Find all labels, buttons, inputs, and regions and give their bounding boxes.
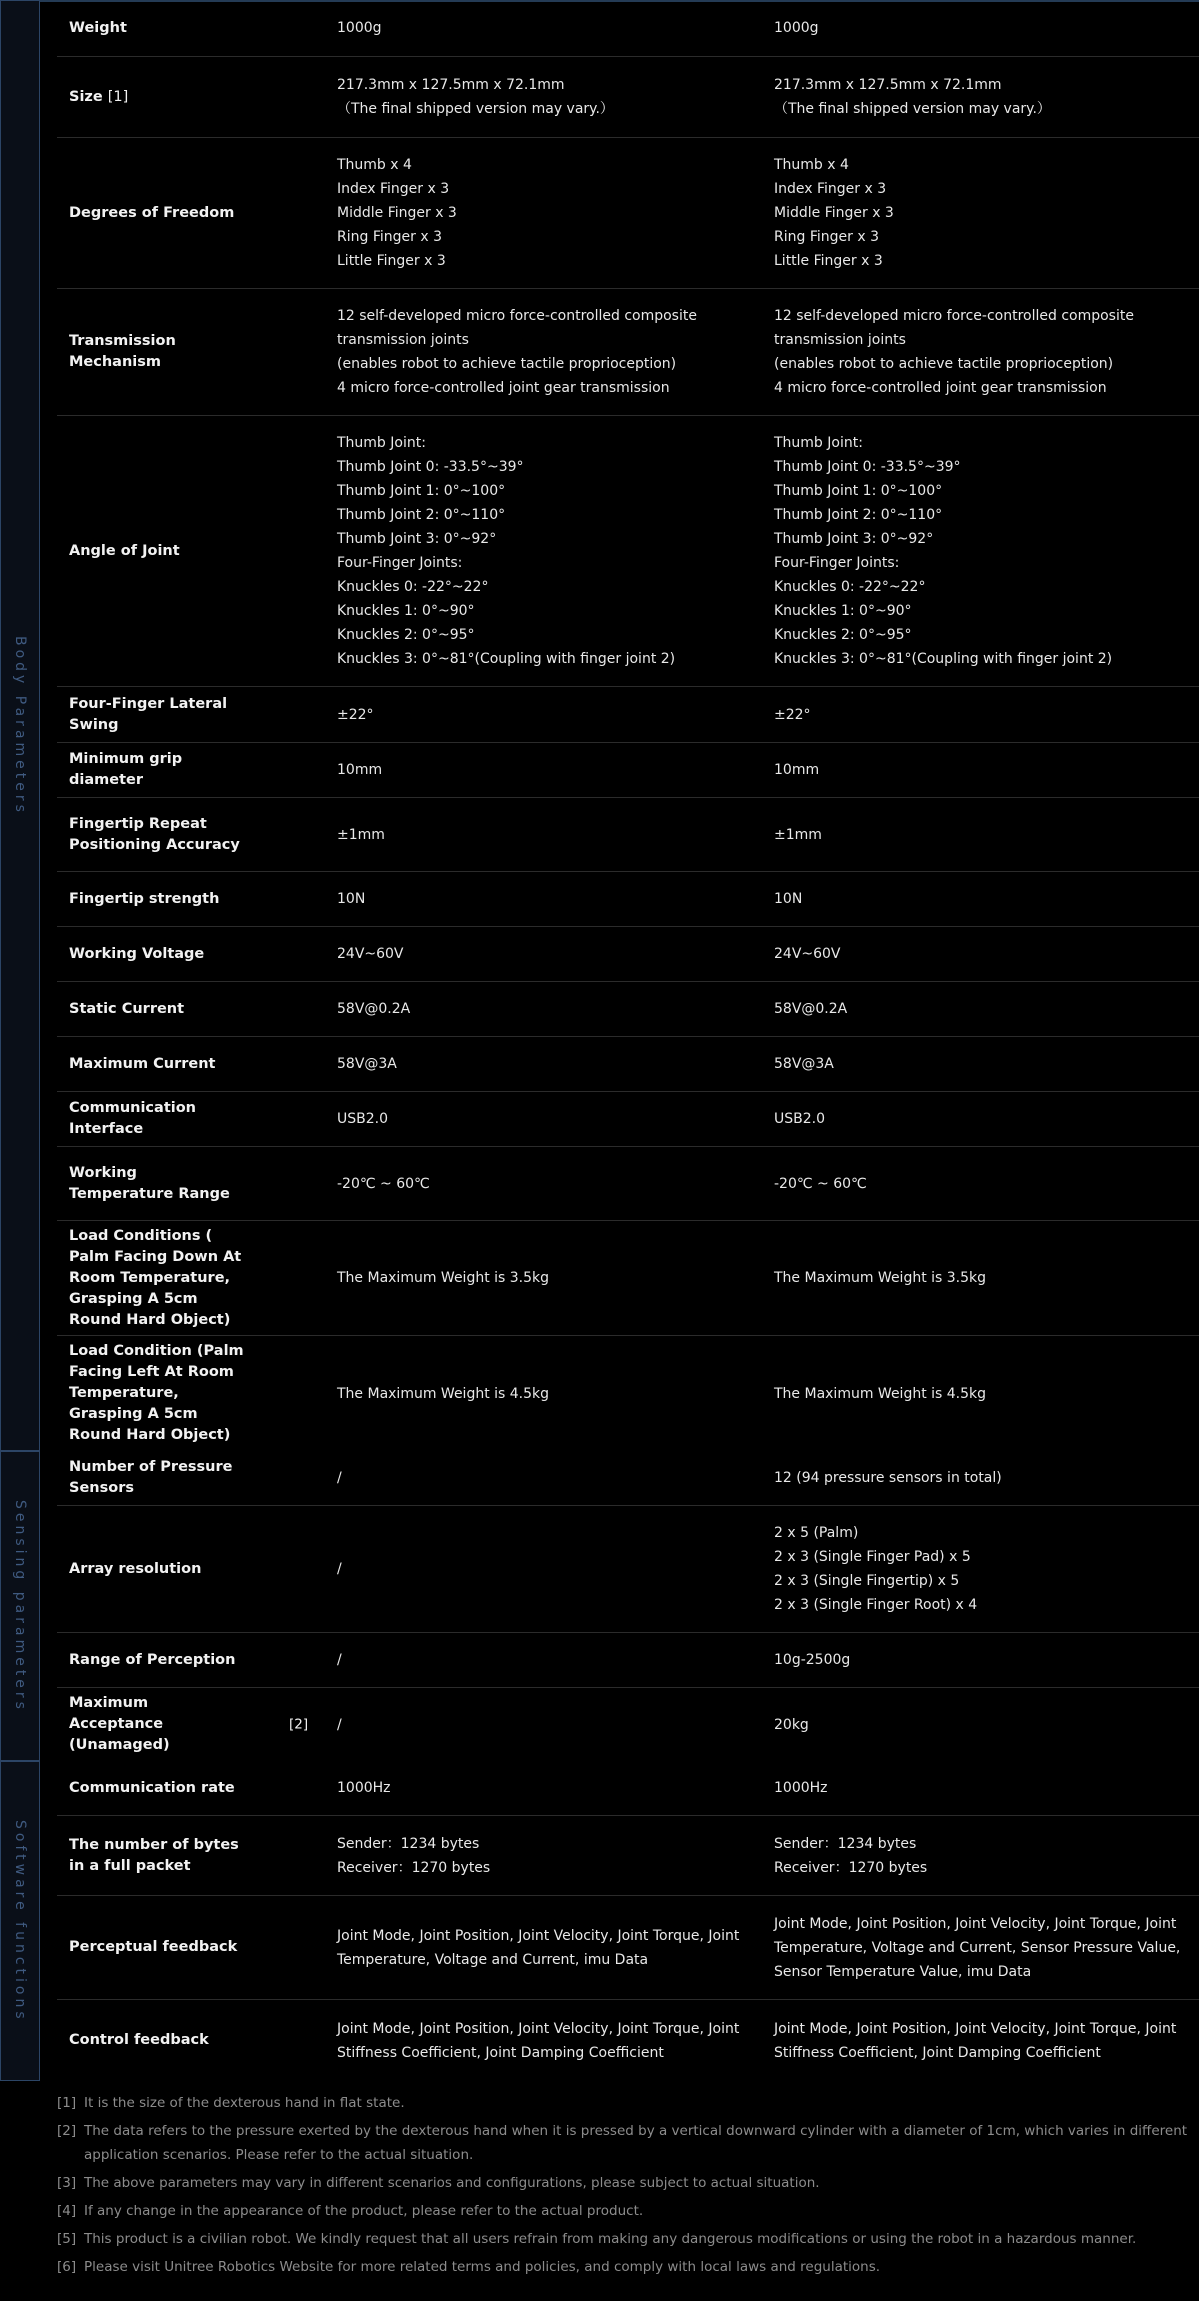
spec-row xyxy=(57,138,1199,289)
value-line: Joint Mode, Joint Position, Joint Velocity, Joint Torque, Joint Temperature, Voltage and Current, imu Data xyxy=(337,1927,740,1968)
value-line: Receiver：1270 bytes xyxy=(337,1859,491,1876)
value-column-1 xyxy=(337,1713,774,1737)
value-line: ±1mm xyxy=(337,826,385,843)
value-column-1 xyxy=(337,942,774,966)
row-label-text: Load Condition (Palm Facing Left At Room Temperature, Grasping A 5cm Round Hard Object) xyxy=(69,1343,244,1443)
section-title: Software functions xyxy=(12,1819,28,2023)
row-label-text: Load Conditions ( Palm Facing Down At Room Temperature, Grasping A 5cm Round Hard Object) xyxy=(69,1227,242,1328)
value-column-2 xyxy=(774,823,1199,847)
value-column-2 xyxy=(774,1912,1199,1984)
value-column-2 xyxy=(774,73,1199,121)
spec-row xyxy=(57,927,1199,982)
value-line: 12 (94 pressure sensors in total) xyxy=(774,1470,1002,1486)
row-label-text: Weight xyxy=(69,19,127,36)
spec-row xyxy=(57,1506,1199,1633)
footnote-text: The data refers to the pressure exerted by the dexterous hand when it is pressed by a vertical downward cylinder with a diameter of 1cm, which varies in different application scenarios. Please refer to the actual situation. xyxy=(84,2123,1188,2163)
value-line: Thumb Joint 1: 0°~100° xyxy=(774,483,943,499)
section-side-label xyxy=(0,1761,40,2081)
value-line: / xyxy=(337,1561,342,1577)
value-column-1 xyxy=(337,153,774,273)
value-line: Sender：1234 bytes xyxy=(774,1835,917,1852)
value-line: ±22° xyxy=(774,706,811,723)
row-label-text: Degrees of Freedom xyxy=(69,204,235,221)
value-line: transmission joints xyxy=(337,332,469,348)
value-column-2 xyxy=(774,887,1199,911)
value-line: Thumb Joint 2: 0°~110° xyxy=(774,507,943,523)
value-line: Joint Mode, Joint Position, Joint Velocity, Joint Torque, Joint Stiffness Coefficient, Joint Damping Coefficient xyxy=(337,2020,740,2061)
value-column-1 xyxy=(337,1172,774,1196)
value-line: Thumb Joint 0: -33.5°~39° xyxy=(774,459,961,475)
value-column-1 xyxy=(337,703,774,727)
value-line: （The final shipped version may vary.） xyxy=(774,101,1051,117)
spec-row xyxy=(57,1761,1199,1816)
value-column-1 xyxy=(337,1832,774,1880)
footnote-text: It is the size of the dexterous hand in flat state. xyxy=(84,2095,405,2111)
spec-row xyxy=(57,1092,1199,1147)
section-rows xyxy=(57,1451,1199,1761)
value-line: The Maximum Weight is 3.5kg xyxy=(774,1270,987,1286)
value-line: 1000g xyxy=(774,20,819,36)
value-line: 10mm xyxy=(774,762,820,778)
value-line: Knuckles 3: 0°~81°(Coupling with finger joint 2) xyxy=(774,651,1113,667)
value-column-1 xyxy=(337,758,774,782)
value-line: Thumb Joint: xyxy=(337,435,426,451)
spec-row xyxy=(57,1633,1199,1688)
value-column-1 xyxy=(337,1266,774,1290)
row-label-text: Working Voltage xyxy=(69,945,205,962)
value-line: Thumb Joint 3: 0°~92° xyxy=(774,531,934,547)
value-line: ±1mm xyxy=(774,826,822,843)
row-label xyxy=(57,1650,337,1671)
row-label xyxy=(57,87,337,108)
value-column-2 xyxy=(774,942,1199,966)
spec-row xyxy=(57,1451,1199,1506)
value-column-2 xyxy=(774,703,1199,727)
value-line: Thumb Joint 1: 0°~100° xyxy=(337,483,506,499)
value-line: Knuckles 3: 0°~81°(Coupling with finger joint 2) xyxy=(337,651,676,667)
value-line: Middle Finger x 3 xyxy=(337,205,457,221)
row-label xyxy=(57,1457,337,1499)
spec-row xyxy=(57,1816,1199,1896)
footnote-number: [3] xyxy=(57,2175,77,2191)
row-label-text: Communication Interface xyxy=(69,1100,197,1137)
value-line: Four-Finger Joints: xyxy=(337,555,463,571)
row-label xyxy=(57,1835,337,1877)
row-label-text: Communication rate xyxy=(69,1779,235,1796)
footnotes xyxy=(57,2091,1197,2283)
value-column-1 xyxy=(337,1107,774,1131)
footnote-number: [6] xyxy=(57,2259,77,2275)
spec-row xyxy=(57,57,1199,138)
row-label-text: Static Current xyxy=(69,1000,185,1017)
value-column-2 xyxy=(774,1832,1199,1880)
row-label-text: Maximum Acceptance (Unamaged) xyxy=(69,1695,170,1753)
value-line: 20kg xyxy=(774,1716,809,1733)
value-line: Thumb Joint 0: -33.5°~39° xyxy=(337,459,524,475)
value-line: 24V~60V xyxy=(774,946,841,962)
value-column-1 xyxy=(337,1648,774,1672)
value-column-1 xyxy=(337,2017,774,2065)
row-label-text: The number of bytes in a full packet xyxy=(69,1836,239,1874)
value-line: 12 self-developed micro force-controlled composite xyxy=(774,308,1134,324)
value-column-1 xyxy=(337,823,774,847)
value-column-2 xyxy=(774,758,1199,782)
value-line: Thumb x 4 xyxy=(337,157,412,173)
section-rows xyxy=(57,0,1199,1451)
value-column-1 xyxy=(337,431,774,671)
value-line: 10N xyxy=(337,891,366,907)
section-title: Body Parameters xyxy=(12,635,28,816)
value-line: 217.3mm x 127.5mm x 72.1mm xyxy=(774,77,1002,93)
section-side-label xyxy=(0,0,40,1451)
row-label xyxy=(57,1226,337,1331)
value-column-1 xyxy=(337,1466,774,1490)
value-line: Little Finger x 3 xyxy=(774,253,883,269)
footnote-ref: [2] xyxy=(289,1716,309,1732)
value-line: 58V@3A xyxy=(337,1056,397,1072)
footnote-text: The above parameters may vary in different scenarios and configurations, please subject to actual situation. xyxy=(84,2175,820,2191)
footnote-item xyxy=(57,2255,1197,2279)
value-line: 2 x 3 (Single Finger Root) x 4 xyxy=(774,1597,978,1613)
spec-row xyxy=(57,416,1199,687)
footnote-ref: [1] xyxy=(107,88,129,105)
value-line: Middle Finger x 3 xyxy=(774,205,894,221)
spec-section xyxy=(0,1451,1199,1761)
row-label-text: Working Temperature Range xyxy=(69,1164,230,1202)
value-line: Knuckles 1: 0°~90° xyxy=(337,603,475,619)
row-label-text: Fingertip Repeat Positioning Accuracy xyxy=(69,815,240,853)
row-label xyxy=(57,814,337,856)
spec-row xyxy=(57,1221,1199,1336)
value-column-2 xyxy=(774,1172,1199,1196)
value-line: 58V@3A xyxy=(774,1056,834,1072)
spec-row xyxy=(57,687,1199,743)
footnote-item xyxy=(57,2171,1197,2195)
value-line: USB2.0 xyxy=(337,1111,389,1127)
footnote-number: [2] xyxy=(57,2123,77,2139)
spec-row xyxy=(57,0,1199,57)
footnote-text: If any change in the appearance of the product, please refer to the actual product. xyxy=(84,2203,644,2219)
value-column-1 xyxy=(337,73,774,121)
value-column-2 xyxy=(774,1052,1199,1076)
value-column-2 xyxy=(774,1382,1199,1406)
value-line: -20℃ ~ 60℃ xyxy=(774,1175,867,1192)
value-column-1 xyxy=(337,1924,774,1972)
row-label xyxy=(57,1054,337,1075)
section-title: Sensing parameters xyxy=(12,1499,28,1713)
row-label xyxy=(57,1098,337,1140)
value-line: The Maximum Weight is 3.5kg xyxy=(337,1270,550,1286)
value-column-1 xyxy=(337,997,774,1021)
value-line: Thumb Joint 3: 0°~92° xyxy=(337,531,497,547)
value-column-1 xyxy=(337,887,774,911)
value-column-2 xyxy=(774,1713,1199,1737)
row-label xyxy=(57,694,337,736)
value-line: Little Finger x 3 xyxy=(337,253,446,269)
row-label xyxy=(57,889,337,910)
value-line: USB2.0 xyxy=(774,1111,826,1127)
value-line: 1000g xyxy=(337,20,382,36)
spec-row xyxy=(57,1336,1199,1451)
value-line: The Maximum Weight is 4.5kg xyxy=(337,1385,550,1402)
value-column-2 xyxy=(774,1776,1199,1800)
value-line: transmission joints xyxy=(774,332,906,348)
value-column-2 xyxy=(774,1648,1199,1672)
value-line: Thumb x 4 xyxy=(774,157,849,173)
spec-row xyxy=(57,798,1199,872)
value-line: Knuckles 0: -22°~22° xyxy=(774,579,926,595)
value-column-2 xyxy=(774,1266,1199,1290)
footnote-text: This product is a civilian robot. We kindly request that all users refrain from making any dangerous modifications or using the robot in a hazardous manner. xyxy=(84,2231,1137,2247)
row-label xyxy=(57,1559,337,1580)
row-label xyxy=(57,2030,337,2051)
row-label xyxy=(57,18,337,39)
value-column-1 xyxy=(337,1557,774,1581)
value-column-2 xyxy=(774,1107,1199,1131)
value-line: （The final shipped version may vary.） xyxy=(337,101,614,117)
value-column-2 xyxy=(774,16,1199,40)
spec-row xyxy=(57,872,1199,927)
value-line: 217.3mm x 127.5mm x 72.1mm xyxy=(337,77,565,93)
value-line: / xyxy=(337,1652,342,1668)
value-line: Thumb Joint: xyxy=(774,435,863,451)
value-line: 4 micro force-controlled joint gear transmission xyxy=(774,380,1107,396)
row-label-text: Perceptual feedback xyxy=(69,1939,238,1955)
footnote-item xyxy=(57,2091,1197,2115)
row-label xyxy=(57,749,337,791)
value-line: 2 x 3 (Single Finger Pad) x 5 xyxy=(774,1549,971,1565)
value-line: 58V@0.2A xyxy=(774,1001,848,1017)
value-column-1 xyxy=(337,1382,774,1406)
value-line: Knuckles 0: -22°~22° xyxy=(337,579,489,595)
value-line: 24V~60V xyxy=(337,946,404,962)
value-line: 10N xyxy=(774,891,803,907)
value-line: 1000Hz xyxy=(774,1780,828,1796)
value-line: Ring Finger x 3 xyxy=(774,229,879,245)
row-label-text: Fingertip strength xyxy=(69,890,220,907)
value-column-1 xyxy=(337,304,774,400)
row-label xyxy=(57,331,337,373)
footnote-number: [1] xyxy=(57,2095,77,2111)
value-line: Thumb Joint 2: 0°~110° xyxy=(337,507,506,523)
value-line: 4 micro force-controlled joint gear transmission xyxy=(337,380,670,396)
footnote-text: Please visit Unitree Robotics Website for more related terms and policies, and comply with local laws and regulations. xyxy=(84,2259,881,2275)
value-line: Ring Finger x 3 xyxy=(337,229,442,245)
row-label xyxy=(57,1693,337,1756)
spec-row xyxy=(57,743,1199,798)
section-rows xyxy=(57,1761,1199,2081)
spec-row xyxy=(57,2000,1199,2081)
value-line: 10mm xyxy=(337,762,383,778)
value-column-2 xyxy=(774,153,1199,273)
footnote-number: [5] xyxy=(57,2231,77,2247)
value-line: Sender：1234 bytes xyxy=(337,1835,480,1852)
row-label-text: Angle of Joint xyxy=(69,542,180,559)
value-line: Joint Mode, Joint Position, Joint Velocity, Joint Torque, Joint Temperature, Voltage and Current, Sensor Pressure Value, Sensor Temperature Value, imu Data xyxy=(774,1915,1181,1980)
row-label xyxy=(57,1937,337,1958)
value-column-2 xyxy=(774,997,1199,1021)
value-line: 58V@0.2A xyxy=(337,1001,411,1017)
spec-row xyxy=(57,982,1199,1037)
value-line: 10g-2500g xyxy=(774,1652,851,1668)
value-line: (enables robot to achieve tactile proprioception) xyxy=(337,356,677,372)
spec-section xyxy=(0,1761,1199,2081)
value-line: (enables robot to achieve tactile proprioception) xyxy=(774,356,1114,372)
spec-row xyxy=(57,1037,1199,1092)
row-label xyxy=(57,1778,337,1799)
row-label-text: Control feedback xyxy=(69,2032,209,2048)
value-line: Knuckles 2: 0°~95° xyxy=(337,627,475,643)
value-line: 1000Hz xyxy=(337,1780,391,1796)
value-line: Knuckles 1: 0°~90° xyxy=(774,603,912,619)
spec-row xyxy=(57,1147,1199,1221)
spec-row xyxy=(57,1896,1199,2000)
spec-row xyxy=(57,289,1199,416)
row-label-text: Four-Finger Lateral Swing xyxy=(69,695,228,733)
row-label xyxy=(57,541,337,562)
footnote-item xyxy=(57,2119,1197,2167)
value-line: Index Finger x 3 xyxy=(774,181,887,197)
section-side-label xyxy=(0,1451,40,1761)
value-column-1 xyxy=(337,1052,774,1076)
footnote-item xyxy=(57,2199,1197,2223)
value-column-1 xyxy=(337,1776,774,1800)
row-label xyxy=(57,999,337,1020)
value-column-1 xyxy=(337,16,774,40)
value-line: ±22° xyxy=(337,706,374,723)
value-column-2 xyxy=(774,431,1199,671)
value-line: 2 x 3 (Single Fingertip) x 5 xyxy=(774,1573,960,1589)
spec-row xyxy=(57,1688,1199,1761)
row-label-text: Maximum Current xyxy=(69,1055,216,1072)
value-line: 12 self-developed micro force-controlled composite xyxy=(337,308,697,324)
row-label-text: Range of Perception xyxy=(69,1651,236,1668)
value-column-2 xyxy=(774,304,1199,400)
value-line: Four-Finger Joints: xyxy=(774,555,900,571)
value-line: The Maximum Weight is 4.5kg xyxy=(774,1385,987,1402)
value-column-2 xyxy=(774,1521,1199,1617)
footnote-number: [4] xyxy=(57,2203,77,2219)
row-label-text: Number of Pressure Sensors xyxy=(69,1459,233,1496)
footnote-item xyxy=(57,2227,1197,2251)
value-line: Knuckles 2: 0°~95° xyxy=(774,627,912,643)
value-line: / xyxy=(337,1716,342,1733)
row-label-text: Array resolution xyxy=(69,1560,202,1577)
value-line: / xyxy=(337,1470,342,1486)
row-label-text: Minimum grip diameter xyxy=(69,751,183,788)
value-line: -20℃ ~ 60℃ xyxy=(337,1175,430,1192)
row-label xyxy=(57,1163,337,1205)
row-label-text: Size [1] xyxy=(69,88,129,105)
value-line: Receiver：1270 bytes xyxy=(774,1859,928,1876)
value-line: Index Finger x 3 xyxy=(337,181,450,197)
value-column-2 xyxy=(774,1466,1199,1490)
value-line: 2 x 5 (Palm) xyxy=(774,1525,859,1541)
row-label xyxy=(57,944,337,965)
row-label-text: Transmission Mechanism xyxy=(69,333,176,370)
value-line: Joint Mode, Joint Position, Joint Velocity, Joint Torque, Joint Stiffness Coefficient, Joint Damping Coefficient xyxy=(774,2020,1177,2061)
row-label xyxy=(57,1341,337,1446)
row-label xyxy=(57,203,337,224)
value-column-2 xyxy=(774,2017,1199,2065)
